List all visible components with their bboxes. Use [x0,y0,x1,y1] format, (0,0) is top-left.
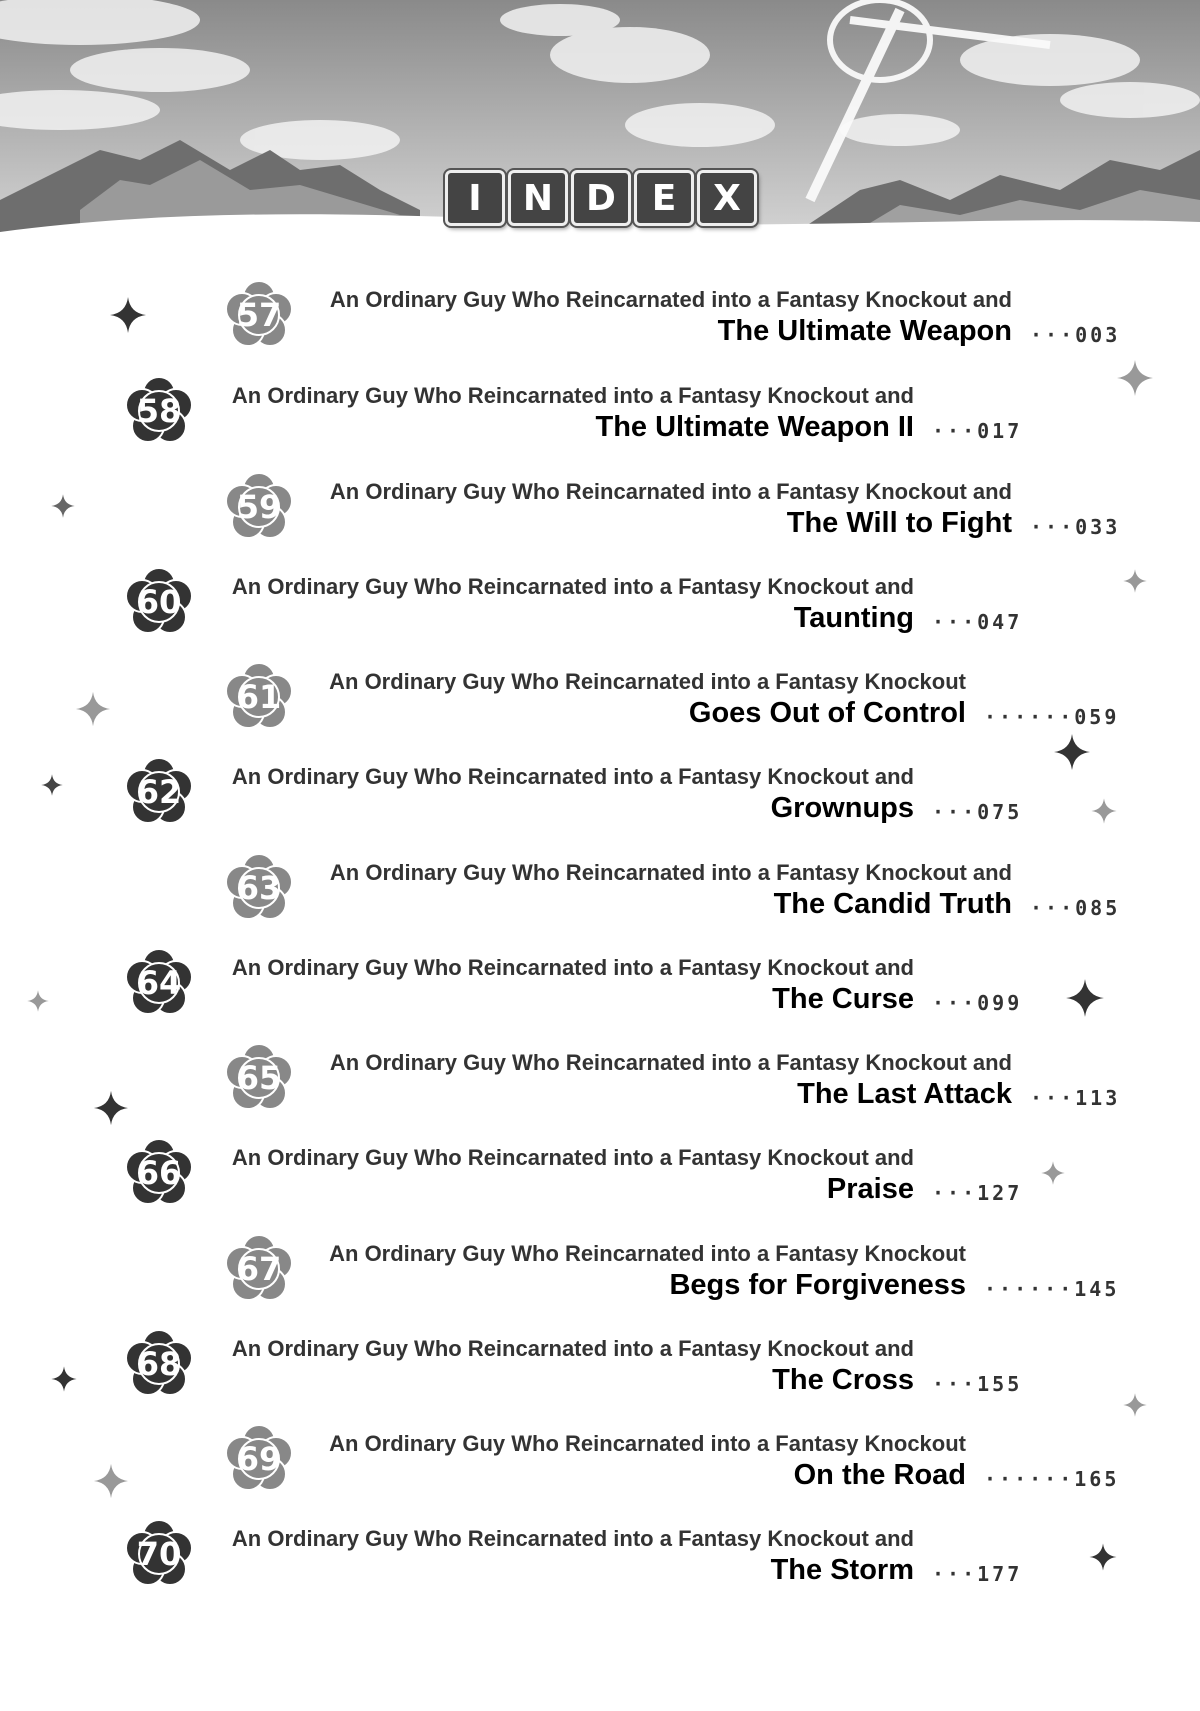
toc-entry[interactable] [0,1514,1200,1594]
toc-entry[interactable] [0,1419,1200,1499]
toc-entry[interactable] [0,467,1200,547]
chapter-number: 62 [136,773,182,811]
chapter-badge [124,1138,194,1208]
chapter-title: On the Road [793,1459,966,1491]
chapter-title: Begs for Forgiveness [669,1269,966,1301]
chapter-subtitle: An Ordinary Guy Who Reincarnated into a Fantasy Knockout and [231,764,914,789]
chapter-number: 57 [236,296,282,334]
chapter-title: Grownups [770,792,914,824]
index-title [445,170,757,226]
page-number: ······145 [984,1277,1120,1301]
title-letter: E [634,170,694,226]
chapter-number: 65 [236,1059,282,1097]
page-number: ···003 [1030,323,1121,347]
toc-entry[interactable] [0,752,1200,832]
title-letter: N [508,170,568,226]
toc-entry[interactable] [0,562,1200,642]
page-number: ···127 [932,1181,1023,1205]
chapter-number: 59 [236,488,282,526]
chapter-number: 64 [136,964,182,1002]
chapter-number: 67 [236,1250,282,1288]
toc-entry[interactable] [0,943,1200,1023]
page-number: ······165 [984,1467,1120,1491]
title-letter: D [571,170,631,226]
toc-entry[interactable] [0,848,1200,928]
chapter-subtitle: An Ordinary Guy Who Reincarnated into a Fantasy Knockout and [329,1050,1012,1075]
page-number: ···075 [932,800,1023,824]
toc-entry[interactable] [0,1133,1200,1213]
toc-entry[interactable] [0,275,1200,355]
chapter-number: 63 [236,869,282,907]
chapter-badge [224,853,294,923]
page-number: ···033 [1030,515,1121,539]
toc-entry[interactable] [0,371,1200,451]
chapter-title: The Ultimate Weapon II [595,411,914,443]
header-scenery [0,0,1200,250]
chapter-subtitle: An Ordinary Guy Who Reincarnated into a Fantasy Knockout and [329,287,1012,312]
chapter-subtitle: An Ordinary Guy Who Reincarnated into a Fantasy Knockout and [231,1526,914,1551]
toc-entry[interactable] [0,1324,1200,1404]
chapter-subtitle: An Ordinary Guy Who Reincarnated into a Fantasy Knockout and [231,1145,914,1170]
page-number: ···113 [1030,1086,1121,1110]
toc-entry[interactable] [0,657,1200,737]
chapter-subtitle: An Ordinary Guy Who Reincarnated into a Fantasy Knockout [329,1431,966,1456]
chapter-subtitle: An Ordinary Guy Who Reincarnated into a Fantasy Knockout [329,1241,966,1266]
chapter-number: 69 [236,1440,282,1478]
chapter-title: Goes Out of Control [688,697,966,729]
chapter-number: 66 [136,1154,182,1192]
chapter-subtitle: An Ordinary Guy Who Reincarnated into a Fantasy Knockout and [329,860,1012,885]
chapter-number: 58 [136,392,182,430]
chapter-badge [124,376,194,446]
chapter-title: The Curse [772,983,914,1015]
chapter-subtitle: An Ordinary Guy Who Reincarnated into a Fantasy Knockout and [329,479,1012,504]
chapter-badge [224,1424,294,1494]
chapter-badge [224,1043,294,1113]
chapter-title: The Candid Truth [773,888,1012,920]
chapter-number: 60 [136,583,182,621]
chapter-title: The Will to Fight [786,507,1012,539]
chapter-number: 68 [136,1345,182,1383]
chapter-number: 61 [236,678,282,716]
page-number: ······059 [984,705,1120,729]
page-number: ···155 [932,1372,1023,1396]
chapter-title: Praise [826,1173,914,1205]
chapter-badge [224,472,294,542]
chapter-number: 70 [136,1535,182,1573]
page-number: ···085 [1030,896,1121,920]
chapter-subtitle: An Ordinary Guy Who Reincarnated into a Fantasy Knockout [329,669,966,694]
chapter-badge [124,948,194,1018]
toc-entry[interactable] [0,1038,1200,1118]
chapter-subtitle: An Ordinary Guy Who Reincarnated into a Fantasy Knockout and [231,955,914,980]
chapter-badge [224,280,294,350]
page-number: ···177 [932,1562,1023,1586]
chapter-badge [224,1234,294,1304]
chapter-badge [124,567,194,637]
toc-entry[interactable] [0,1229,1200,1309]
chapter-title: The Cross [772,1364,914,1396]
title-letter: I [445,170,505,226]
page-number: ···099 [932,991,1023,1015]
chapter-subtitle: An Ordinary Guy Who Reincarnated into a Fantasy Knockout and [231,383,914,408]
title-letter: X [697,170,757,226]
chapter-badge [124,757,194,827]
chapter-subtitle: An Ordinary Guy Who Reincarnated into a Fantasy Knockout and [231,574,914,599]
chapter-subtitle: An Ordinary Guy Who Reincarnated into a Fantasy Knockout and [231,1336,914,1361]
chapter-title: The Storm [770,1554,914,1586]
page-number: ···017 [932,419,1023,443]
chapter-badge [124,1519,194,1589]
chapter-badge [124,1329,194,1399]
chapter-badge [224,662,294,732]
chapter-title: Taunting [793,602,914,634]
chapter-title: The Ultimate Weapon [717,315,1012,347]
chapter-title: The Last Attack [797,1078,1012,1110]
page-number: ···047 [932,610,1023,634]
